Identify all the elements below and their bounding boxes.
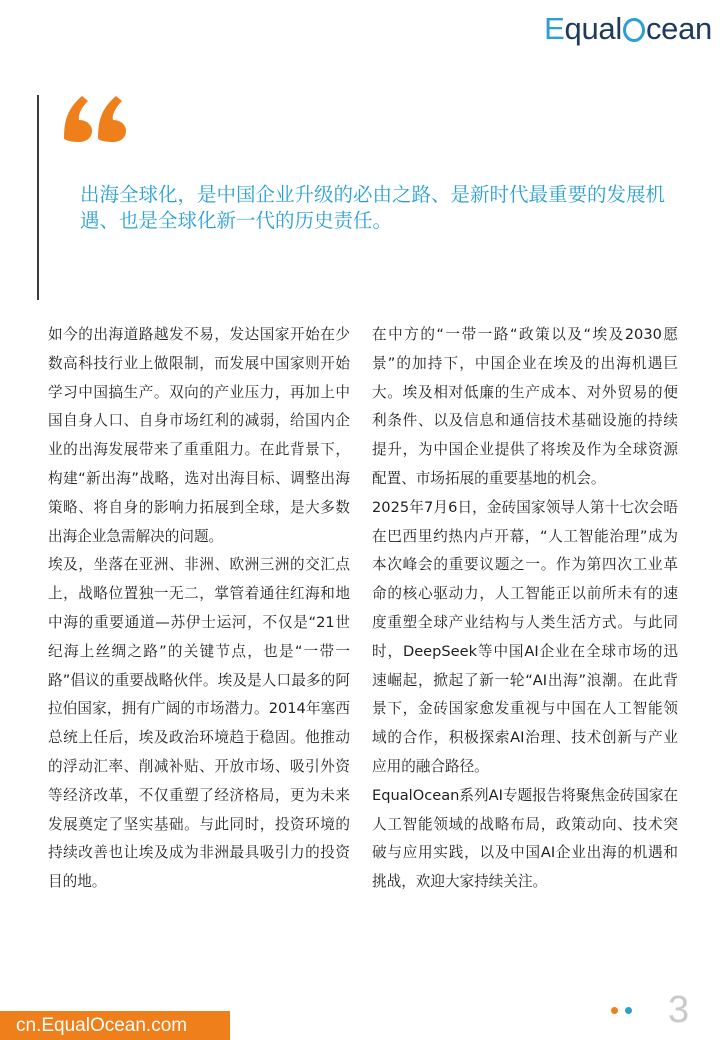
quotation-mark-icon [60,92,130,142]
paragraph: 在中方的“一带一路“政策以及“埃及2030愿景”的加持下，中国企业在埃及的出海机遇巨大。埃及相对低廉的生产成本、对外贸易的便利条件、以及信息和通信技术基础设施的持续提升，为中国企业提供了将埃及作为全球资源配置、市场拓展的重要基地的机会。 [372,326,678,487]
footer-site-link[interactable]: cn.EqualOcean.com [0,1011,230,1040]
page-dots-decoration [611,1007,632,1014]
lead-quote-text: 出海全球化，是中国企业升级的必由之路、是新时代最重要的发展机遇、也是全球化新一代的历史责任。 [80,183,666,232]
paragraph: 如今的出海道路越发不易，发达国家开始在少数高科技行业上做限制，而发展中国家则开始学习中国搞生产。双向的产业压力，再加上中国自身人口、自身市场红利的减弱，给国内企业的出海发展带来了重重阻力。在此背景下，构建“新出海”战略，选对出海目标、调整出海策略、将自身的影响力拓展到全球，是大多数出海企业急需解决的问题。 [48,326,350,545]
blue-dot-icon [625,1007,632,1014]
paragraph: 埃及，坐落在亚洲、非洲、欧洲三洲的交汇点上，战略位置独一无二，掌管着通往红海和地 中海的重要通道—苏伊士运河，不仅是“21世 纪海上丝绸之路”的关键节点，也是“一带一路”倡议的重要战略伙伴。埃及是人口最多的阿拉伯国家，拥有广阔的市场潜力。2014年塞西总统上任后，埃及政治环境趋于稳固。他推动的浮动汇率、削减补贴、开放市场、吸引外资等经济改革，不仅重塑了经济格局，更为未来发展奠定了坚实基础。与此同时，投资环境的持续改善也让埃及成为非洲最具吸引力的投资目的地。 [48,556,350,891]
logo-text-after: cean [645,11,712,46]
orange-dot-icon [611,1007,618,1014]
body-column-right [372,321,678,897]
page-number: 3 [668,989,690,1031]
paragraph: 2025年7月6日，金砖国家领导人第十七次会晤在巴西里约热内卢开幕，“人工智能治理”成为本次峰会的重要议题之一。作为第四次工业革命的核心驱动力，人工智能正以前所未有的速度重塑全球产业结构与人类生活方式。与此同时，DeepSeek等中国AI企业在全球市场的迅速崛起，掀起了新一轮“AI出海”浪潮。在此背景下，金砖国家愈发重视与中国在人工智能领域的合作，积极探索AI治理、技术创新与产业应用的融合路径。 [372,498,678,775]
body-column-left [48,321,350,897]
paragraph: EqualOcean系列AI专题报告将聚焦金砖国家在人工智能领域的战略布局，政策动向、技术突破与应用实践，以及中国AI企业出海的机遇和挑战，欢迎大家持续关注。 [372,786,679,891]
equalocean-logo [544,10,712,48]
logo-text-before: Equal [544,11,622,46]
quote-divider-line [37,95,39,300]
logo-o-ring-icon [623,18,645,42]
